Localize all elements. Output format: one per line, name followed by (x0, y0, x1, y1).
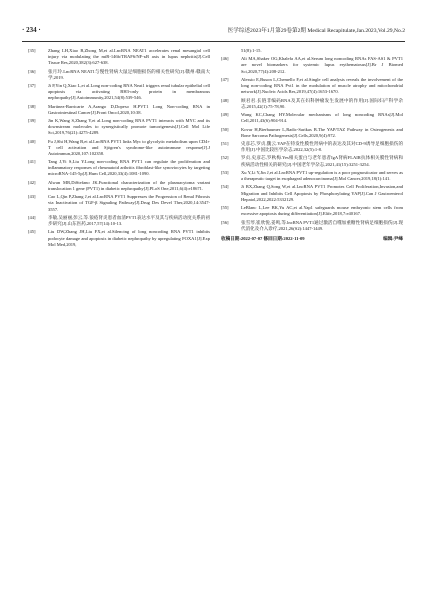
reference-text: 李敏,吴丽丽,彭云,等.狼疮肾炎患者血清PVT1表达水平及其与疾病活动度关系的初步研究[J].山东医药,2017,57(14):10-13. (48, 214, 210, 227)
reference-entry (28, 194, 210, 212)
reference-text: Zhang LH,Xiao B,Zhong M,et al.LncRNA NEAT1 accelerates renal mesangial cell injury via modulating the miR-146b/TRAF6/NF-κB axis in lupus nephritis[J].Cell Tissue Res,2020,382(3):627-638. (48, 48, 210, 66)
reference-text: Wang KC,Chang HY.Molecular mechanisms of long noncoding RNAs[J].Mol Cell,2011,43(6):904-914. (241, 112, 403, 124)
reference-text: Martinez-Barricarte A,Arango D,Dopeso H.PVT1 Long Non-coding RNA in Gastrointestinal Cancer[J].Front Oncol,2020,10:38. (48, 103, 210, 115)
reference-text: Jin K,Wang S,Zhang Y,et al.Long non-coding RNA PVT1 interacts with MYC and its downstream molecules to synergistically promote tumorigenesis[J].Cell Mol Life Sci,2019,76(21):4275-4289. (48, 118, 210, 136)
reference-number: [53] (221, 169, 229, 175)
reference-text: 张雪琴,崔欣悦,姜鸣,等.lncRNA PVT1通过激活自噬加重糖性肾病足细胞损伤[J].现代消化及介入诊疗,2021,26(S2):1447-1449. (241, 219, 403, 231)
page-header (22, 26, 405, 38)
reference-number: [52] (221, 155, 229, 161)
reference-number: [42] (28, 179, 36, 185)
reference-text: Cao L,Qin P,Zhang J,et al.LncRNA PVT1 Suppresses the Progression of Renal Fibrosis via Inactivation of TGF-β Signaling Pathway[J].Drug Des Devel Ther,2020,14:3547-3557. (48, 194, 210, 212)
reference-entry (221, 220, 403, 232)
reference-entry (221, 48, 403, 54)
reference-entry (221, 155, 403, 167)
reference-entry (28, 139, 210, 157)
reference-entry (28, 118, 210, 136)
reference-entry (28, 69, 210, 81)
references-column-left (28, 48, 210, 250)
reference-text: Tang J,Yi S,Liu Y.Long non-coding RNA PVT1 can regulate the proliferation and inflammatory responses of rheumatoid arthritis fibroblast-like synoviocytes by targeting microRNA-145-5p[J].Hum Cell,2020,33(4):1081-1090. (48, 159, 210, 177)
reference-entry (221, 205, 403, 217)
reference-entry (28, 83, 210, 101)
reference-entry (28, 215, 210, 227)
reference-text: Ji P,Yin Q,Xiao L,et al.Long non-coding RNA Neat1 triggers renal tubular epithelial cell apoptosis via activating BH3-only protein in membranous nephropathy[J].Autoimmunity,2021,54(8):539-546. (48, 83, 210, 101)
reference-entry (221, 98, 403, 110)
reference-number: [55] (221, 205, 229, 211)
reference-text: Alessio E,Buson L,Chemello F,et al.Single cell analysis reveals the involvement of the long non-coding RNA Pvt1 in the modulation of muscle atrophy and mitochondrial network[J].Nucleic Acids Res,2019,47(4):1653-1670. (241, 76, 403, 95)
reference-number (221, 48, 241, 54)
reference-text: 顾君君.长链非编码RNA及其在妇科肿瘤发生发展中的作用[J].国际妇产科学杂志,2015,42(1):75-78,90. (241, 97, 403, 109)
reference-number: [39] (28, 118, 36, 124)
reference-number: [49] (221, 112, 229, 118)
reference-text: 罗贞,史彦芯,罗秋梅.Yes相关蛋白与老年患者IgA肾病FLAIR抗体相关膜性肾病和疾病活动性相关的研究[J].中国老年学杂志,2021,41(15):3251-3254. (241, 155, 403, 167)
reference-text: 51(8):1-15. (241, 48, 262, 53)
received-revised-dates: 收稿日期:2022-07-07 修回日期:2022-11-09 (221, 235, 305, 241)
reference-entry (221, 127, 403, 139)
reference-entry (221, 112, 403, 124)
reference-number: [56] (221, 219, 229, 225)
page-number: · 234 · (22, 26, 41, 34)
reference-text: 张月玲.LncRNA NEAT1与慢性肾病大鼠足细胞损伤的相关性研究[J].赣州:赣南大学,2019. (48, 68, 210, 80)
reference-text: Ji BX,Zhang Q,Song W,et al.LncRNA PVT1 Promotes Cell Proliferation,Invasion,and Migration and Inhibits Cell Apoptosis by Phosphorylating YAP[J].Can J Gastroenterol Hepatol,2022,2022:5332129. (241, 184, 403, 202)
reference-number: [43] (28, 194, 36, 200)
reference-number: [54] (221, 184, 229, 190)
reference-entry (28, 104, 210, 116)
reference-number: [36] (28, 68, 36, 74)
references-column-right (221, 48, 403, 242)
reference-text: Xu Y,Li Y,Jin J,et al.LncRNA PVT1 up-regulation is a poor prognosticator and serves as a therapeutic target in esophageal adenocarcinoma[J].Mol Cancer,2019,18(1):141. (241, 169, 403, 182)
reference-entry (28, 180, 210, 192)
reference-entry (28, 48, 210, 66)
reference-entry (28, 159, 210, 177)
reference-entry (221, 56, 403, 74)
reference-text: Alwan MR,DiStefano JK.Functional characterization of the plasmacytoma variant translocation 1 gene (PVT1) in diabetic nephropathy[J].PLoS One,2011,6(4):e18671. (48, 179, 210, 191)
reference-number: [37] (28, 83, 36, 89)
reference-text: Fu J,Shi H,Wang B,et al.LncRNA PVT1 links Myc to glycolytic metabolism upon CD4+ T cell activation and Sjögren's syndrome-like autoimmune response[J].J Autoimmun,2020,107:102358. (48, 138, 210, 156)
reference-number: [45] (28, 229, 36, 235)
reference-text: LeBlanc L,Lee BK,Yu AC,et al.Yap1 safeguards mouse embryonic stem cells from excessive apoptosis during differentiation[J].Elife,2018,7:e40167. (241, 205, 403, 217)
reference-text: Kovar H,Bierbaumer L,Radic-Sarikas B.The YAP/TAZ Pathway in Osteogenesis and Bone Sarcoma Pathogenesis[J].Cells,2020,9(4):972. (241, 126, 403, 138)
reference-number: [35] (28, 48, 36, 53)
reference-number: [44] (28, 214, 36, 220)
header-rule (22, 41, 405, 42)
reference-text: 史彦芯,罗贞,魏云.YAP在特发性膜性肾病中的表达及其对CD-9诱导足细胞损伤的作用[J].中国比较医学杂志,2022,32(5):1-8. (241, 141, 403, 153)
reference-number: [38] (28, 103, 36, 109)
reference-entry (221, 141, 403, 153)
reference-number: [50] (221, 126, 229, 132)
article-dates (221, 236, 403, 242)
reference-number: [48] (221, 97, 229, 103)
reference-entry (28, 229, 210, 247)
reference-entry (221, 184, 403, 202)
journal-running-head: 医学综述2023年1月第29卷第2期 Medical Recapitulate,Jan.2023,Vol.29,No.2 (227, 28, 405, 34)
reference-number: [47] (221, 76, 229, 82)
reference-text: Ali MA,Shaker OG,Khalefa AA,et al.Serum long noncoding RNAs FAS-AS1 & PVT1 are novel biomarkers for systemic lupus erythematosus[J].Br J Biomed Sci,2020,77(4):208-212. (241, 56, 403, 74)
reference-number: [46] (221, 56, 229, 62)
editor-credit: 编辑:尹峰 (383, 235, 403, 241)
reference-entry (221, 77, 403, 95)
reference-text: Liu DW,Zhang JH,Liu FX,et al.Silencing of long noncoding RNA PVT1 inhibits podocyte damage and apoptosis in diabetic nephropathy by upregulating FOXA1[J].Exp Mol Med,2019, (48, 229, 210, 247)
reference-entry (221, 170, 403, 182)
reference-number: [40] (28, 138, 36, 144)
reference-number: [51] (221, 141, 229, 146)
reference-number: [41] (28, 159, 36, 165)
